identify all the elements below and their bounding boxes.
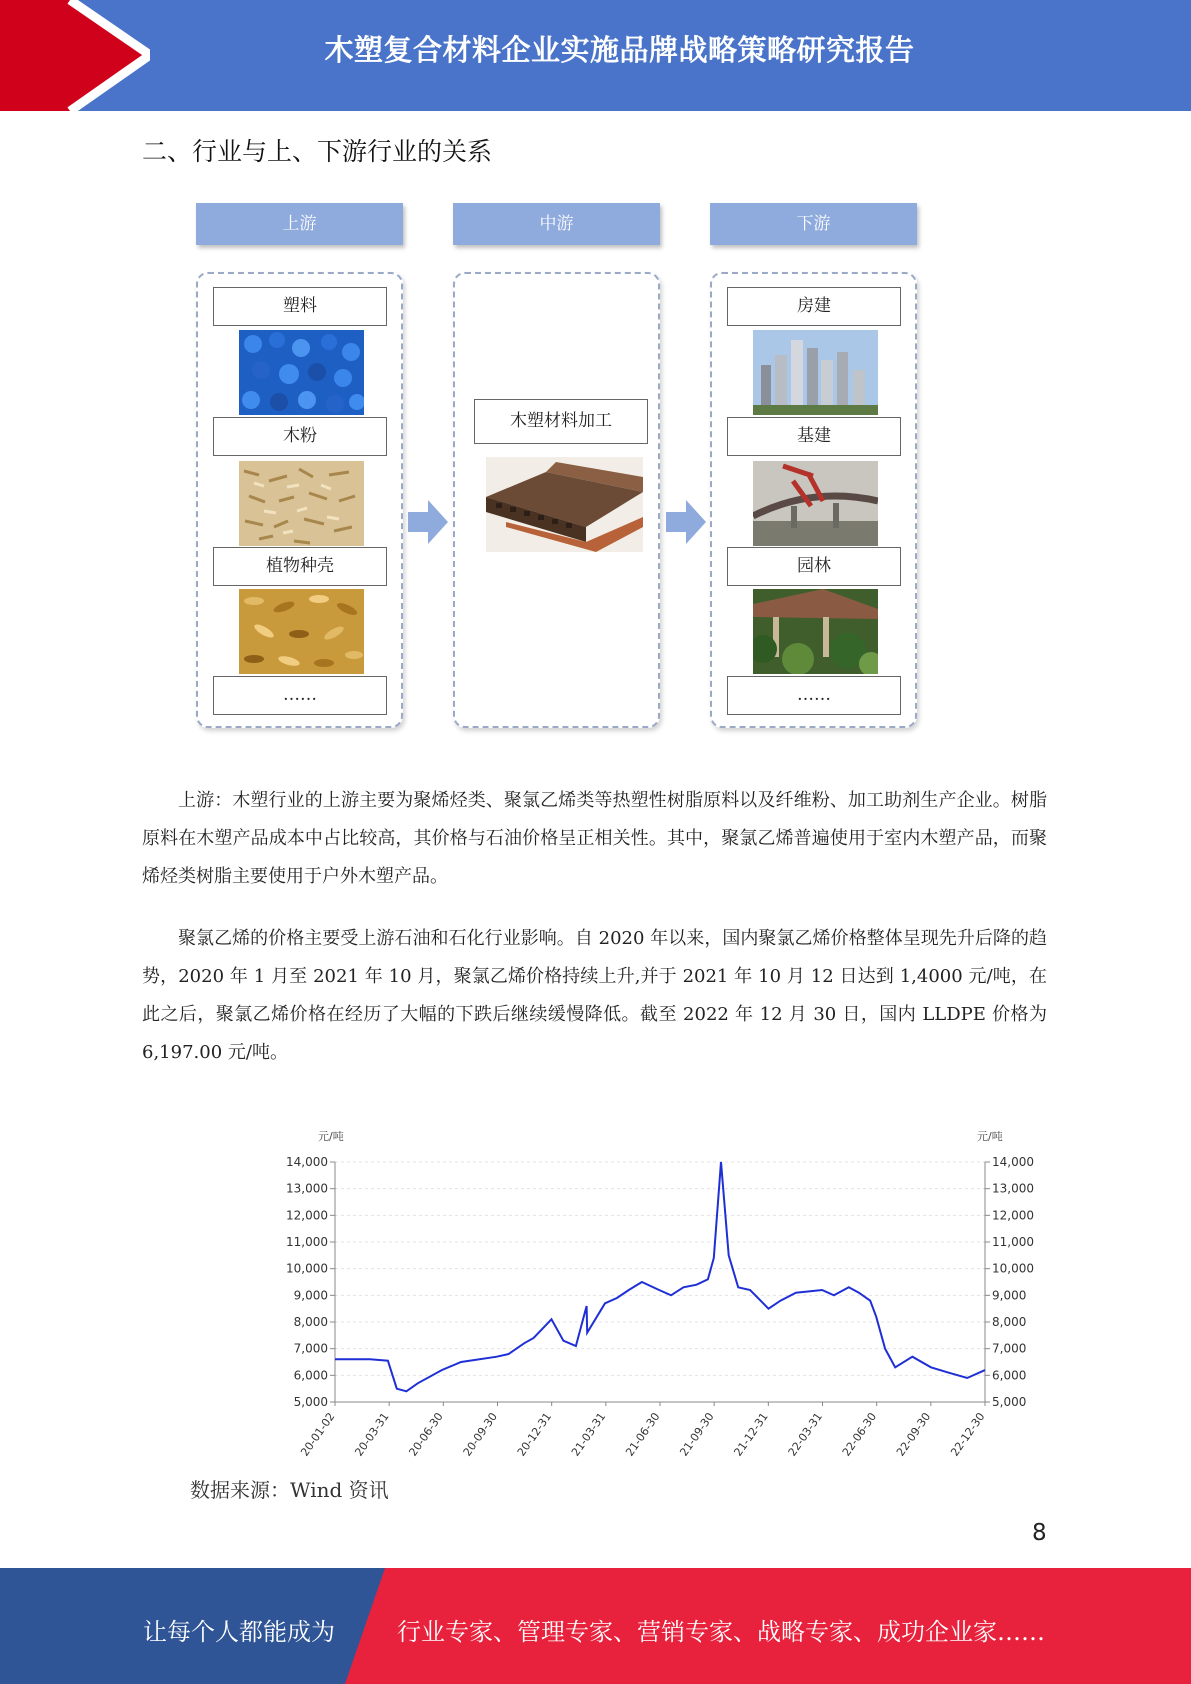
x-tick-label: 22-06-30	[839, 1410, 880, 1459]
paragraph-upstream	[142, 782, 1047, 896]
x-tick-label: 22-12-30	[948, 1410, 988, 1459]
downstream-item-infrastructure: 基建	[727, 417, 901, 456]
y-tick-label-right: 7,000	[992, 1341, 1027, 1356]
y-tick-label-left: 8,000	[293, 1315, 328, 1329]
data-source: 数据来源：Wind 资讯	[190, 1478, 389, 1502]
x-tick-label: 22-09-30	[893, 1410, 934, 1459]
y-tick-label-right: 11,000	[992, 1235, 1034, 1249]
y-tick-label-right: 13,000	[992, 1181, 1034, 1196]
footer-slogan-left: 让每个人都能成为	[143, 1618, 335, 1646]
industry-chain-diagram	[190, 195, 930, 740]
y-tick-label-left: 10,000	[286, 1261, 328, 1276]
y-axis-unit-left: 元/吨	[318, 1130, 344, 1143]
page-number: 8	[1032, 1520, 1047, 1546]
plastic-pellets-image	[239, 330, 364, 415]
page-header	[0, 0, 1191, 111]
x-tick-label: 21-03-31	[568, 1410, 609, 1459]
downstream-item-more: ……	[727, 676, 901, 715]
y-tick-label-left: 5,000	[293, 1395, 328, 1409]
midstream-item-processing: 木塑材料加工	[474, 399, 648, 444]
x-tick-label: 20-01-02	[298, 1410, 338, 1459]
section-title: 二、行业与上、下游行业的关系	[142, 137, 493, 166]
y-tick-label-right: 6,000	[992, 1368, 1027, 1383]
downstream-item-housing: 房建	[727, 287, 901, 326]
x-tick-label: 20-06-30	[406, 1410, 446, 1459]
garden-image	[753, 589, 878, 674]
y-tick-label-right: 5,000	[992, 1395, 1027, 1409]
downstream-item-landscape: 园林	[727, 547, 901, 586]
buildings-image	[753, 330, 878, 415]
y-axis-unit-right: 元/吨	[977, 1130, 1003, 1143]
upstream-item-more: ……	[213, 676, 387, 715]
plant-husk-image	[239, 589, 364, 674]
y-tick-label-left: 14,000	[286, 1155, 328, 1169]
y-tick-label-left: 6,000	[293, 1368, 328, 1383]
upstream-header: 上游	[196, 203, 403, 245]
wpc-boards-image	[486, 457, 643, 552]
paragraph-text: 上游：木塑行业的上游主要为聚烯烃类、聚氯乙烯类等热塑性树脂原料以及纤维粉、加工助剂生产企业。树脂原料在木塑产品成本中占比较高，其价格与石油价格呈正相关性。其中，聚氯乙烯普遍使用于室内木塑产品，而聚烯烃类树脂主要使用于户外木塑产品。	[142, 790, 1047, 887]
wood-flour-image	[239, 461, 364, 546]
y-tick-label-right: 9,000	[992, 1288, 1027, 1303]
y-tick-label-right: 12,000	[992, 1208, 1034, 1223]
footer-slogan-right: 行业专家、管理专家、营销专家、战略专家、成功企业家……	[397, 1618, 1045, 1646]
y-tick-label-left: 11,000	[286, 1235, 328, 1249]
paragraph-text: 聚氯乙烯的价格主要受上游石油和石化行业影响。自 2020 年以来，国内聚氯乙烯价格整体呈现先升后降的趋势，2020 年 1 月至 2021 年 10 月，聚氯乙烯价格持续上升,并于 2021 年 10 月 12 日达到 1,4000 元/吨，在此之后，聚氯乙烯价格在经历了大幅的下跌后继续缓慢降低。截至 2022 年 12 月 30 日，国内 LLDPE 价格为 6,197.00 元/吨。	[142, 928, 1047, 1063]
lldpe-price-chart	[280, 1100, 1050, 1470]
y-tick-label-right: 10,000	[992, 1261, 1034, 1276]
y-tick-label-left: 9,000	[293, 1288, 328, 1303]
x-tick-label: 21-09-30	[677, 1410, 717, 1459]
arrow-right-icon	[408, 500, 448, 544]
y-tick-label-right: 14,000	[992, 1155, 1034, 1169]
y-tick-label-right: 8,000	[992, 1315, 1027, 1329]
bridge-image	[753, 461, 878, 546]
paragraph-pvc-price	[142, 920, 1047, 1072]
y-tick-label-left: 13,000	[286, 1181, 328, 1196]
price-line	[335, 1162, 985, 1391]
y-tick-label-left: 7,000	[293, 1341, 328, 1356]
upstream-item-wood-flour: 木粉	[213, 417, 387, 456]
x-tick-label: 20-03-31	[352, 1410, 392, 1459]
y-tick-label-left: 12,000	[286, 1208, 328, 1223]
arrow-right-icon	[666, 500, 706, 544]
x-tick-label: 20-09-30	[460, 1410, 500, 1459]
x-tick-label: 22-03-31	[785, 1410, 825, 1459]
report-title: 木塑复合材料企业实施品牌战略策略研究报告	[324, 33, 915, 67]
x-tick-label: 20-12-31	[514, 1410, 555, 1459]
upstream-item-plastic: 塑料	[213, 287, 387, 326]
downstream-header: 下游	[710, 203, 917, 245]
x-tick-label: 21-06-30	[623, 1410, 663, 1459]
midstream-header: 中游	[453, 203, 660, 245]
x-tick-label: 21-12-31	[731, 1410, 771, 1459]
upstream-item-plant-husk: 植物种壳	[213, 547, 387, 586]
